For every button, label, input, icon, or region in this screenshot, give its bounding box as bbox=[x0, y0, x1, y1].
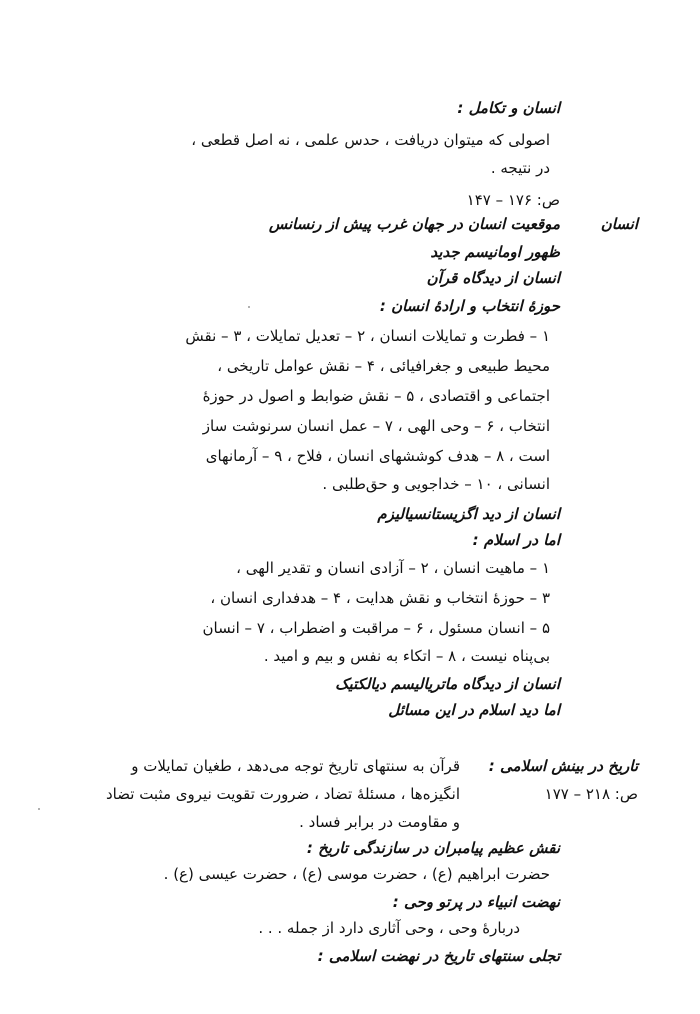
page-reference: ص: ۱۷۶ – ۱۴۷ bbox=[466, 191, 560, 209]
heading: نقش عظیم پیامبران در سازندگی تاریخ : bbox=[306, 839, 560, 857]
text-line: انسانی ، ۱۰ – خداجویی و حق‌طلبی . bbox=[322, 475, 550, 493]
heading: انسان از دیدگاه قرآن bbox=[426, 269, 560, 287]
side-label-tarikh: تاریخ در بینش اسلامی : bbox=[488, 757, 638, 775]
text-line: اجتماعی و اقتصادی ، ۵ – نقش ضوابط و اصول در حوزهٔ bbox=[202, 387, 550, 405]
text-line: ۵ – انسان مسئول ، ۶ – مراقبت و اضطراب ، ۷ – انسان bbox=[202, 619, 550, 637]
heading: تجلی سنتهای تاریخ در نهضت اسلامی : bbox=[317, 947, 560, 965]
text-line: اصولی که میتوان دریافت ، حدس علمی ، نه اصل قطعی ، bbox=[191, 131, 550, 149]
text-line: در نتیجه . bbox=[490, 159, 550, 177]
scan-speck bbox=[248, 306, 250, 308]
heading-insan-va-takamol: انسان و تکامل : bbox=[457, 99, 560, 117]
text-line: بی‌پناه نیست ، ۸ – اتکاء به نفس و بیم و امید . bbox=[263, 647, 550, 665]
scan-speck bbox=[38, 808, 40, 810]
text-line: انگیزه‌ها ، مسئلهٔ تضاد ، ضرورت تقویت نیروی مثبت تضاد bbox=[106, 785, 460, 803]
text-line: محیط طبیعی و جغرافیائی ، ۴ – نقش عوامل تاریخی ، bbox=[217, 357, 550, 375]
text-line: ۳ – حوزهٔ انتخاب و نقش هدایت ، ۴ – هدفداری انسان ، bbox=[210, 589, 550, 607]
heading: نهضت انبیاء در پرتو وحی : bbox=[392, 893, 560, 911]
text-line: است ، ۸ – هدف کوششهای انسان ، فلاح ، ۹ – آرمانهای bbox=[205, 447, 550, 465]
heading: ظهور اومانیسم جدید bbox=[430, 243, 560, 261]
heading: انسان از دیدگاه ماتریالیسم دیالکتیک bbox=[335, 675, 560, 693]
heading: موقعیت انسان در جهان غرب پیش از رنسانس bbox=[268, 215, 560, 233]
text-line: قرآن به سنتهای تاریخ توجه می‌دهد ، طغیان تمایلات و bbox=[131, 757, 460, 775]
heading: اما در اسلام : bbox=[472, 531, 560, 549]
text-line: دربارهٔ وحی ، وحی آثاری دارد از جمله . . . bbox=[258, 919, 520, 937]
text-line: ۱ – ماهیت انسان ، ۲ – آزادی انسان و تقدیر الهی ، bbox=[236, 559, 550, 577]
heading: حوزهٔ انتخاب و ارادهٔ انسان : bbox=[379, 297, 560, 315]
heading: انسان از دید اگزیستانسیالیزم bbox=[377, 505, 560, 523]
text-line: و مقاومت در برابر فساد . bbox=[299, 813, 460, 831]
text-line: حضرت ابراهیم (ع) ، حضرت موسی (ع) ، حضرت عیسی (ع) . bbox=[163, 865, 550, 883]
text-line: ۱ – فطرت و تمایلات انسان ، ۲ – تعدیل تمایلات ، ۳ – نقش bbox=[185, 327, 550, 345]
page-reference: ص: ۲۱۸ – ۱۷۷ bbox=[544, 785, 638, 803]
text-line: انتخاب ، ۶ – وحی الهی ، ۷ – عمل انسان سرنوشت ساز bbox=[202, 417, 550, 435]
side-label-insan: انسان bbox=[600, 215, 638, 233]
heading: اما دید اسلام در این مسائل bbox=[388, 701, 560, 719]
